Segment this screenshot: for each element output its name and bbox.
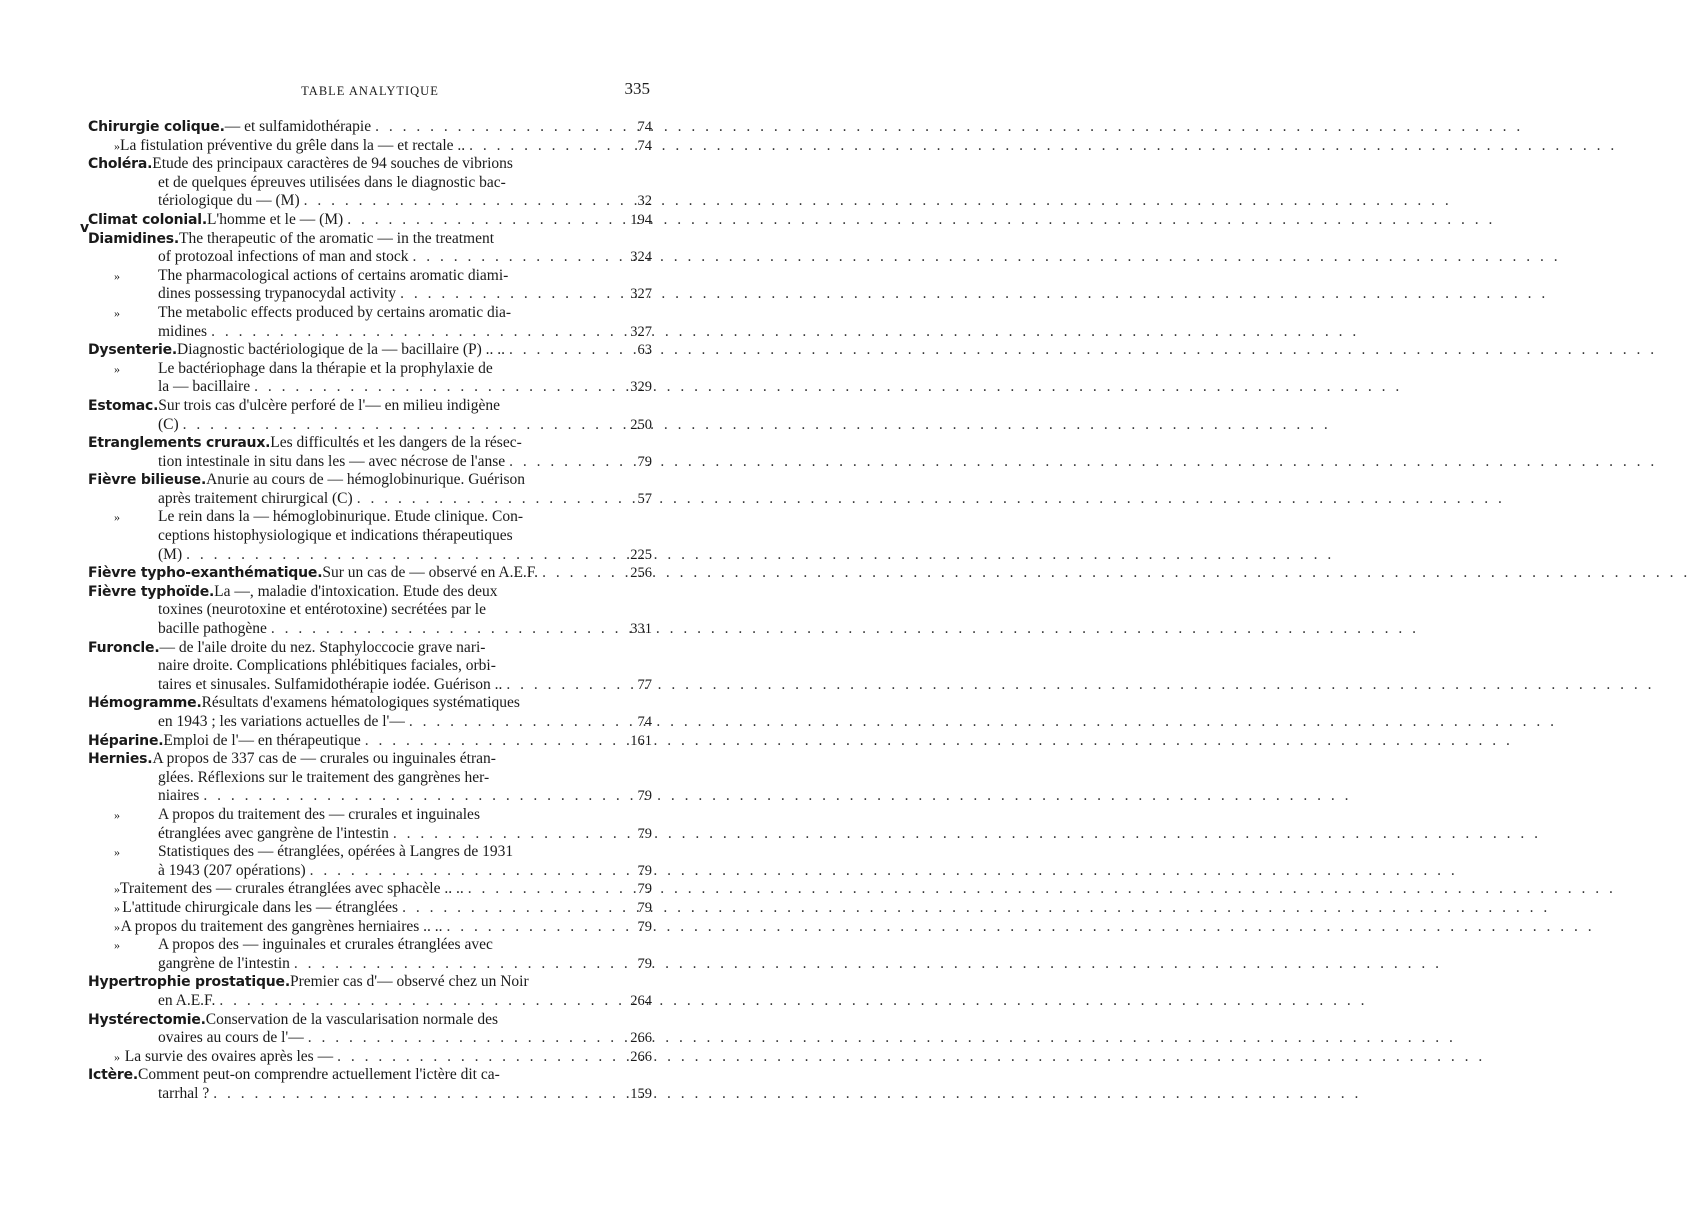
entry-line bbox=[88, 583, 652, 602]
entry-line bbox=[88, 490, 652, 509]
entry-text: Conservation de la vascularisation normale des bbox=[205, 1010, 499, 1028]
entry-line bbox=[88, 323, 652, 342]
index-subentry bbox=[88, 880, 652, 899]
index-subentry bbox=[88, 1048, 652, 1067]
entry-line bbox=[88, 1085, 652, 1104]
entry-heading: Héparine. bbox=[88, 732, 164, 749]
entry-line bbox=[88, 230, 652, 249]
dot-leader bbox=[347, 211, 618, 230]
entry-line bbox=[88, 918, 652, 937]
entry-heading: Furoncle. bbox=[88, 639, 160, 656]
entry-text: — de l'aile droite du nez. Staphyloccocie grave nari- bbox=[159, 638, 486, 656]
dot-leader bbox=[469, 137, 618, 156]
entry-heading: Hémogramme. bbox=[88, 695, 202, 712]
entry-text: toxines (neurotoxine et entérotoxine) secrétées par le bbox=[158, 601, 486, 619]
index-entry bbox=[88, 434, 652, 471]
entry-text: tériologique du — (M) bbox=[158, 192, 300, 210]
entry-text: La fistulation préventive du grêle dans la — et rectale .. bbox=[120, 136, 466, 154]
subentry-marker: » bbox=[114, 845, 120, 860]
entry-text: midines bbox=[158, 322, 208, 340]
index-entry bbox=[88, 639, 652, 695]
index-subentry bbox=[88, 267, 652, 304]
entry-page-number: 264 bbox=[630, 992, 652, 1009]
dot-leader bbox=[393, 825, 618, 844]
entry-line bbox=[88, 360, 652, 379]
entry-line bbox=[88, 1011, 652, 1030]
dot-leader bbox=[186, 546, 618, 565]
entry-line bbox=[88, 769, 652, 788]
index-subentry bbox=[88, 137, 652, 156]
entry-text: (C) bbox=[158, 415, 179, 433]
index-subentry bbox=[88, 936, 652, 973]
subentry-marker: » bbox=[114, 938, 120, 953]
entry-text: ceptions histophysiologique et indications thérapeutiques bbox=[158, 527, 513, 545]
margin-check-mark: v bbox=[80, 220, 90, 236]
subentry-marker: » bbox=[114, 268, 120, 283]
dot-leader bbox=[254, 378, 618, 397]
entry-line bbox=[88, 285, 652, 304]
dot-leader bbox=[506, 676, 618, 695]
entry-line bbox=[88, 174, 652, 193]
index-entry bbox=[88, 564, 652, 583]
entry-text: Traitement des — crurales étranglées avec sphacèle .. .. bbox=[120, 880, 464, 898]
entry-page-number: 250 bbox=[630, 416, 652, 433]
entry-line bbox=[88, 527, 652, 546]
entry-line bbox=[88, 508, 652, 527]
index-entry bbox=[88, 1011, 652, 1048]
dot-leader bbox=[271, 620, 618, 639]
entry-page-number: 194 bbox=[630, 211, 652, 228]
entry-text: tarrhal ? bbox=[158, 1084, 210, 1102]
entry-line bbox=[88, 732, 652, 751]
entry-line bbox=[88, 694, 652, 713]
page bbox=[0, 0, 800, 1223]
entry-text: The metabolic effects produced by certains aromatic dia- bbox=[158, 303, 512, 321]
entry-line bbox=[88, 880, 652, 899]
entry-text: en A.E.F. bbox=[158, 991, 216, 1009]
entry-text: tion intestinale in situ dans les — avec nécrose de l'anse bbox=[158, 452, 506, 470]
dot-leader bbox=[365, 732, 618, 751]
entry-line bbox=[88, 992, 652, 1011]
dot-leader bbox=[509, 453, 618, 472]
index-entry bbox=[88, 155, 652, 211]
entry-text: après traitement chirurgical (C) bbox=[158, 489, 353, 507]
entry-line bbox=[88, 471, 652, 490]
entry-text: naire droite. Complications phlébitiques faciales, orbi- bbox=[158, 657, 496, 675]
dot-leader bbox=[183, 416, 618, 435]
entry-line bbox=[88, 973, 652, 992]
entry-text: A propos du traitement des gangrènes herniaires .. .. bbox=[120, 917, 443, 935]
entry-text: en 1943 ; les variations actuelles de l'— bbox=[158, 713, 405, 730]
entry-page-number: 32 bbox=[637, 193, 652, 210]
entry-line bbox=[88, 546, 652, 565]
index-entry bbox=[88, 230, 652, 267]
entry-text: L'attitude chirurgicale dans les — étranglées bbox=[122, 898, 399, 916]
entry-line bbox=[88, 397, 652, 416]
subentry-marker: » bbox=[114, 361, 120, 376]
entry-page-number: 79 bbox=[637, 899, 652, 916]
dot-leader bbox=[413, 248, 618, 267]
entry-page-number: 324 bbox=[630, 249, 652, 266]
index-entry bbox=[88, 397, 652, 434]
entry-line bbox=[88, 657, 652, 676]
entry-line bbox=[88, 155, 652, 174]
entry-page-number: 225 bbox=[630, 546, 652, 563]
page-number: 335 bbox=[624, 79, 650, 98]
entry-page-number: 74 bbox=[637, 714, 652, 730]
entry-heading: Climat colonial. bbox=[88, 211, 207, 228]
entry-text: Sur trois cas d'ulcère perforé de l'— en milieu indigène bbox=[158, 396, 500, 414]
entry-page-number: 79 bbox=[637, 862, 652, 879]
subentry-marker: » bbox=[114, 138, 120, 153]
entry-line bbox=[88, 825, 652, 844]
entry-line bbox=[88, 453, 652, 472]
entry-line bbox=[88, 137, 652, 156]
entry-heading: Hystérectomie. bbox=[88, 1011, 206, 1028]
entry-page-number: 256 bbox=[630, 565, 652, 582]
dot-leader bbox=[409, 713, 618, 732]
entry-page-number: 327 bbox=[630, 323, 652, 340]
entry-text: niaires bbox=[158, 787, 200, 805]
index-entry bbox=[88, 694, 652, 731]
dot-leader bbox=[468, 880, 618, 899]
entry-line bbox=[88, 620, 652, 639]
entry-line bbox=[88, 676, 652, 695]
index-entry bbox=[88, 118, 652, 137]
entry-heading: Chirurgie colique. bbox=[88, 119, 225, 135]
entry-text: Comment peut-on comprendre actuellement l'ictère dit ca- bbox=[138, 1066, 500, 1084]
entry-text: The therapeutic of the aromatic — in the treatment bbox=[179, 229, 495, 247]
dot-leader bbox=[447, 918, 618, 937]
index-entry bbox=[88, 973, 652, 1010]
entry-line bbox=[88, 341, 652, 360]
entry-line bbox=[88, 955, 652, 974]
entry-text: glées. Réflexions sur le traitement des gangrènes her- bbox=[158, 768, 490, 786]
index-subentry bbox=[88, 508, 652, 564]
entry-text: étranglées avec gangrène de l'intestin bbox=[158, 824, 389, 842]
entry-line bbox=[88, 267, 652, 286]
entry-line bbox=[88, 787, 652, 806]
entry-text: la — bacillaire bbox=[158, 378, 251, 396]
entry-line bbox=[88, 639, 652, 658]
entry-heading: Hypertrophie prostatique. bbox=[88, 974, 290, 991]
entry-line bbox=[88, 192, 652, 211]
entry-line bbox=[88, 1066, 652, 1085]
subentry-marker: » bbox=[114, 510, 120, 525]
entry-page-number: 159 bbox=[630, 1085, 652, 1102]
entry-text: L'homme et le — (M) bbox=[206, 210, 344, 228]
entry-text: gangrène de l'intestin bbox=[158, 954, 290, 972]
entry-heading: Dysenterie. bbox=[88, 342, 178, 359]
dot-leader bbox=[375, 118, 618, 137]
entry-text: Résultats d'examens hématologiques systématiques bbox=[201, 694, 520, 712]
entry-page-number: 57 bbox=[637, 490, 652, 507]
index-entry bbox=[88, 732, 652, 751]
dot-leader bbox=[294, 955, 618, 974]
entry-text: Sur un cas de — observé en A.E.F. bbox=[322, 564, 539, 582]
entry-line bbox=[88, 304, 652, 323]
entry-page-number: 79 bbox=[637, 788, 652, 805]
index-subentry bbox=[88, 843, 652, 880]
analytical-index bbox=[88, 118, 652, 1103]
entry-page-number: 266 bbox=[630, 1048, 652, 1065]
entry-line bbox=[88, 1029, 652, 1048]
index-subentry bbox=[88, 806, 652, 843]
index-entry bbox=[88, 583, 652, 639]
entry-heading: Etranglements cruraux. bbox=[88, 435, 271, 452]
index-entry bbox=[88, 1066, 652, 1103]
entry-text: Diagnostic bactériologique de la — bacillaire (P) .. .. bbox=[177, 341, 506, 359]
entry-text: Les difficultés et les dangers de la résec- bbox=[270, 434, 522, 452]
entry-line bbox=[88, 118, 652, 137]
subentry-marker: » bbox=[114, 807, 120, 822]
subentry-marker: » bbox=[114, 900, 120, 915]
index-entry bbox=[88, 750, 652, 806]
entry-heading: Hernies. bbox=[88, 751, 153, 768]
entry-page-number: 79 bbox=[637, 918, 652, 935]
entry-line bbox=[88, 936, 652, 955]
entry-heading: Fièvre typho-exanthématique. bbox=[88, 565, 323, 582]
subentry-marker: » bbox=[114, 919, 120, 934]
index-entry bbox=[88, 211, 652, 230]
entry-page-number: 74 bbox=[637, 119, 652, 135]
entry-text: La survie des ovaires après les — bbox=[124, 1047, 334, 1065]
dot-leader bbox=[219, 992, 618, 1011]
subentry-marker: » bbox=[114, 305, 120, 320]
entry-text: Premier cas d'— observé chez un Noir bbox=[289, 973, 529, 991]
entry-text: La —, maladie d'intoxication. Etude des deux bbox=[214, 582, 498, 600]
entry-line bbox=[88, 862, 652, 881]
entry-text: Etude des principaux caractères de 94 souches de vibrions bbox=[152, 155, 513, 173]
subentry-marker: » bbox=[114, 882, 120, 897]
entry-page-number: 74 bbox=[637, 137, 652, 154]
dot-leader bbox=[308, 1029, 618, 1048]
entry-text: taires et sinusales. Sulfamidothérapie iodée. Guérison .. bbox=[158, 675, 503, 693]
entry-page-number: 327 bbox=[630, 286, 652, 303]
entry-text: ovaires au cours de l'— bbox=[158, 1029, 304, 1047]
entry-text: dines possessing trypanocydal activity bbox=[158, 285, 397, 303]
entry-line bbox=[88, 806, 652, 825]
entry-line bbox=[88, 750, 652, 769]
dot-leader bbox=[402, 899, 618, 918]
entry-text: The pharmacological actions of certains aromatic diami- bbox=[158, 266, 509, 284]
entry-text: (M) bbox=[158, 545, 183, 563]
subentry-marker: » bbox=[114, 1049, 120, 1064]
entry-line bbox=[88, 434, 652, 453]
entry-heading: Diamidines. bbox=[88, 230, 179, 247]
entry-line bbox=[88, 564, 652, 583]
dot-leader bbox=[357, 490, 618, 509]
entry-page-number: 329 bbox=[630, 379, 652, 396]
running-title: TABLE ANALYTIQUE bbox=[301, 84, 439, 98]
entry-line bbox=[88, 601, 652, 620]
dot-leader bbox=[542, 564, 618, 583]
entry-page-number: 79 bbox=[637, 453, 652, 470]
entry-text: Le bactériophage dans la thérapie et la prophylaxie de bbox=[158, 359, 493, 377]
index-subentry bbox=[88, 360, 652, 397]
dot-leader bbox=[213, 1085, 618, 1104]
entry-page-number: 77 bbox=[637, 676, 652, 693]
dot-leader bbox=[337, 1048, 618, 1067]
entry-line bbox=[88, 416, 652, 435]
running-head bbox=[0, 79, 800, 104]
dot-leader bbox=[211, 323, 618, 342]
dot-leader bbox=[509, 341, 618, 360]
entry-line bbox=[88, 211, 652, 230]
entry-page-number: 79 bbox=[637, 825, 652, 842]
index-subentry bbox=[88, 899, 652, 918]
dot-leader bbox=[400, 285, 618, 304]
entry-text: bacille pathogène bbox=[158, 620, 267, 638]
entry-page-number: 79 bbox=[637, 955, 652, 972]
entry-text: Emploi de l'— en thérapeutique bbox=[163, 731, 361, 749]
entry-line bbox=[88, 248, 652, 267]
entry-text: A propos de 337 cas de — crurales ou inguinales étran- bbox=[152, 750, 496, 768]
entry-page-number: 79 bbox=[637, 881, 652, 898]
index-subentry bbox=[88, 304, 652, 341]
entry-text: A propos des — inguinales et crurales étranglées avec bbox=[158, 936, 493, 954]
entry-text: Anurie au cours de — hémoglobinurique. Guérison bbox=[206, 471, 526, 489]
dot-leader bbox=[304, 192, 618, 211]
entry-heading: Choléra. bbox=[88, 156, 153, 173]
entry-text: et de quelques épreuves utilisées dans le diagnostic bac- bbox=[158, 173, 506, 191]
index-subentry bbox=[88, 918, 652, 937]
entry-page-number: 266 bbox=[630, 1030, 652, 1047]
entry-heading: Fièvre typhoïde. bbox=[88, 583, 215, 600]
entry-page-number: 161 bbox=[630, 732, 652, 749]
dot-leader bbox=[203, 787, 618, 806]
entry-page-number: 63 bbox=[637, 342, 652, 359]
entry-line bbox=[88, 843, 652, 862]
entry-heading: Estomac. bbox=[88, 397, 159, 414]
entry-text: of protozoal infections of man and stock bbox=[158, 248, 409, 266]
entry-line bbox=[88, 713, 652, 732]
entry-line bbox=[88, 1048, 652, 1067]
index-entry bbox=[88, 341, 652, 360]
entry-line bbox=[88, 899, 652, 918]
index-entry bbox=[88, 471, 652, 508]
entry-text: Le rein dans la — hémoglobinurique. Etude clinique. Con- bbox=[158, 508, 524, 526]
dot-leader bbox=[310, 862, 618, 881]
entry-text: A propos du traitement des — crurales et inguinales bbox=[158, 805, 480, 823]
entry-heading: Fièvre bilieuse. bbox=[88, 472, 207, 489]
entry-line bbox=[88, 378, 652, 397]
entry-heading: Ictère. bbox=[88, 1067, 139, 1084]
entry-text: — et sulfamidothérapie bbox=[224, 118, 372, 135]
entry-page-number: 331 bbox=[630, 621, 652, 638]
entry-text: à 1943 (207 opérations) bbox=[158, 861, 306, 879]
entry-text: Statistiques des — étranglées, opérées à Langres de 1931 bbox=[158, 843, 514, 861]
